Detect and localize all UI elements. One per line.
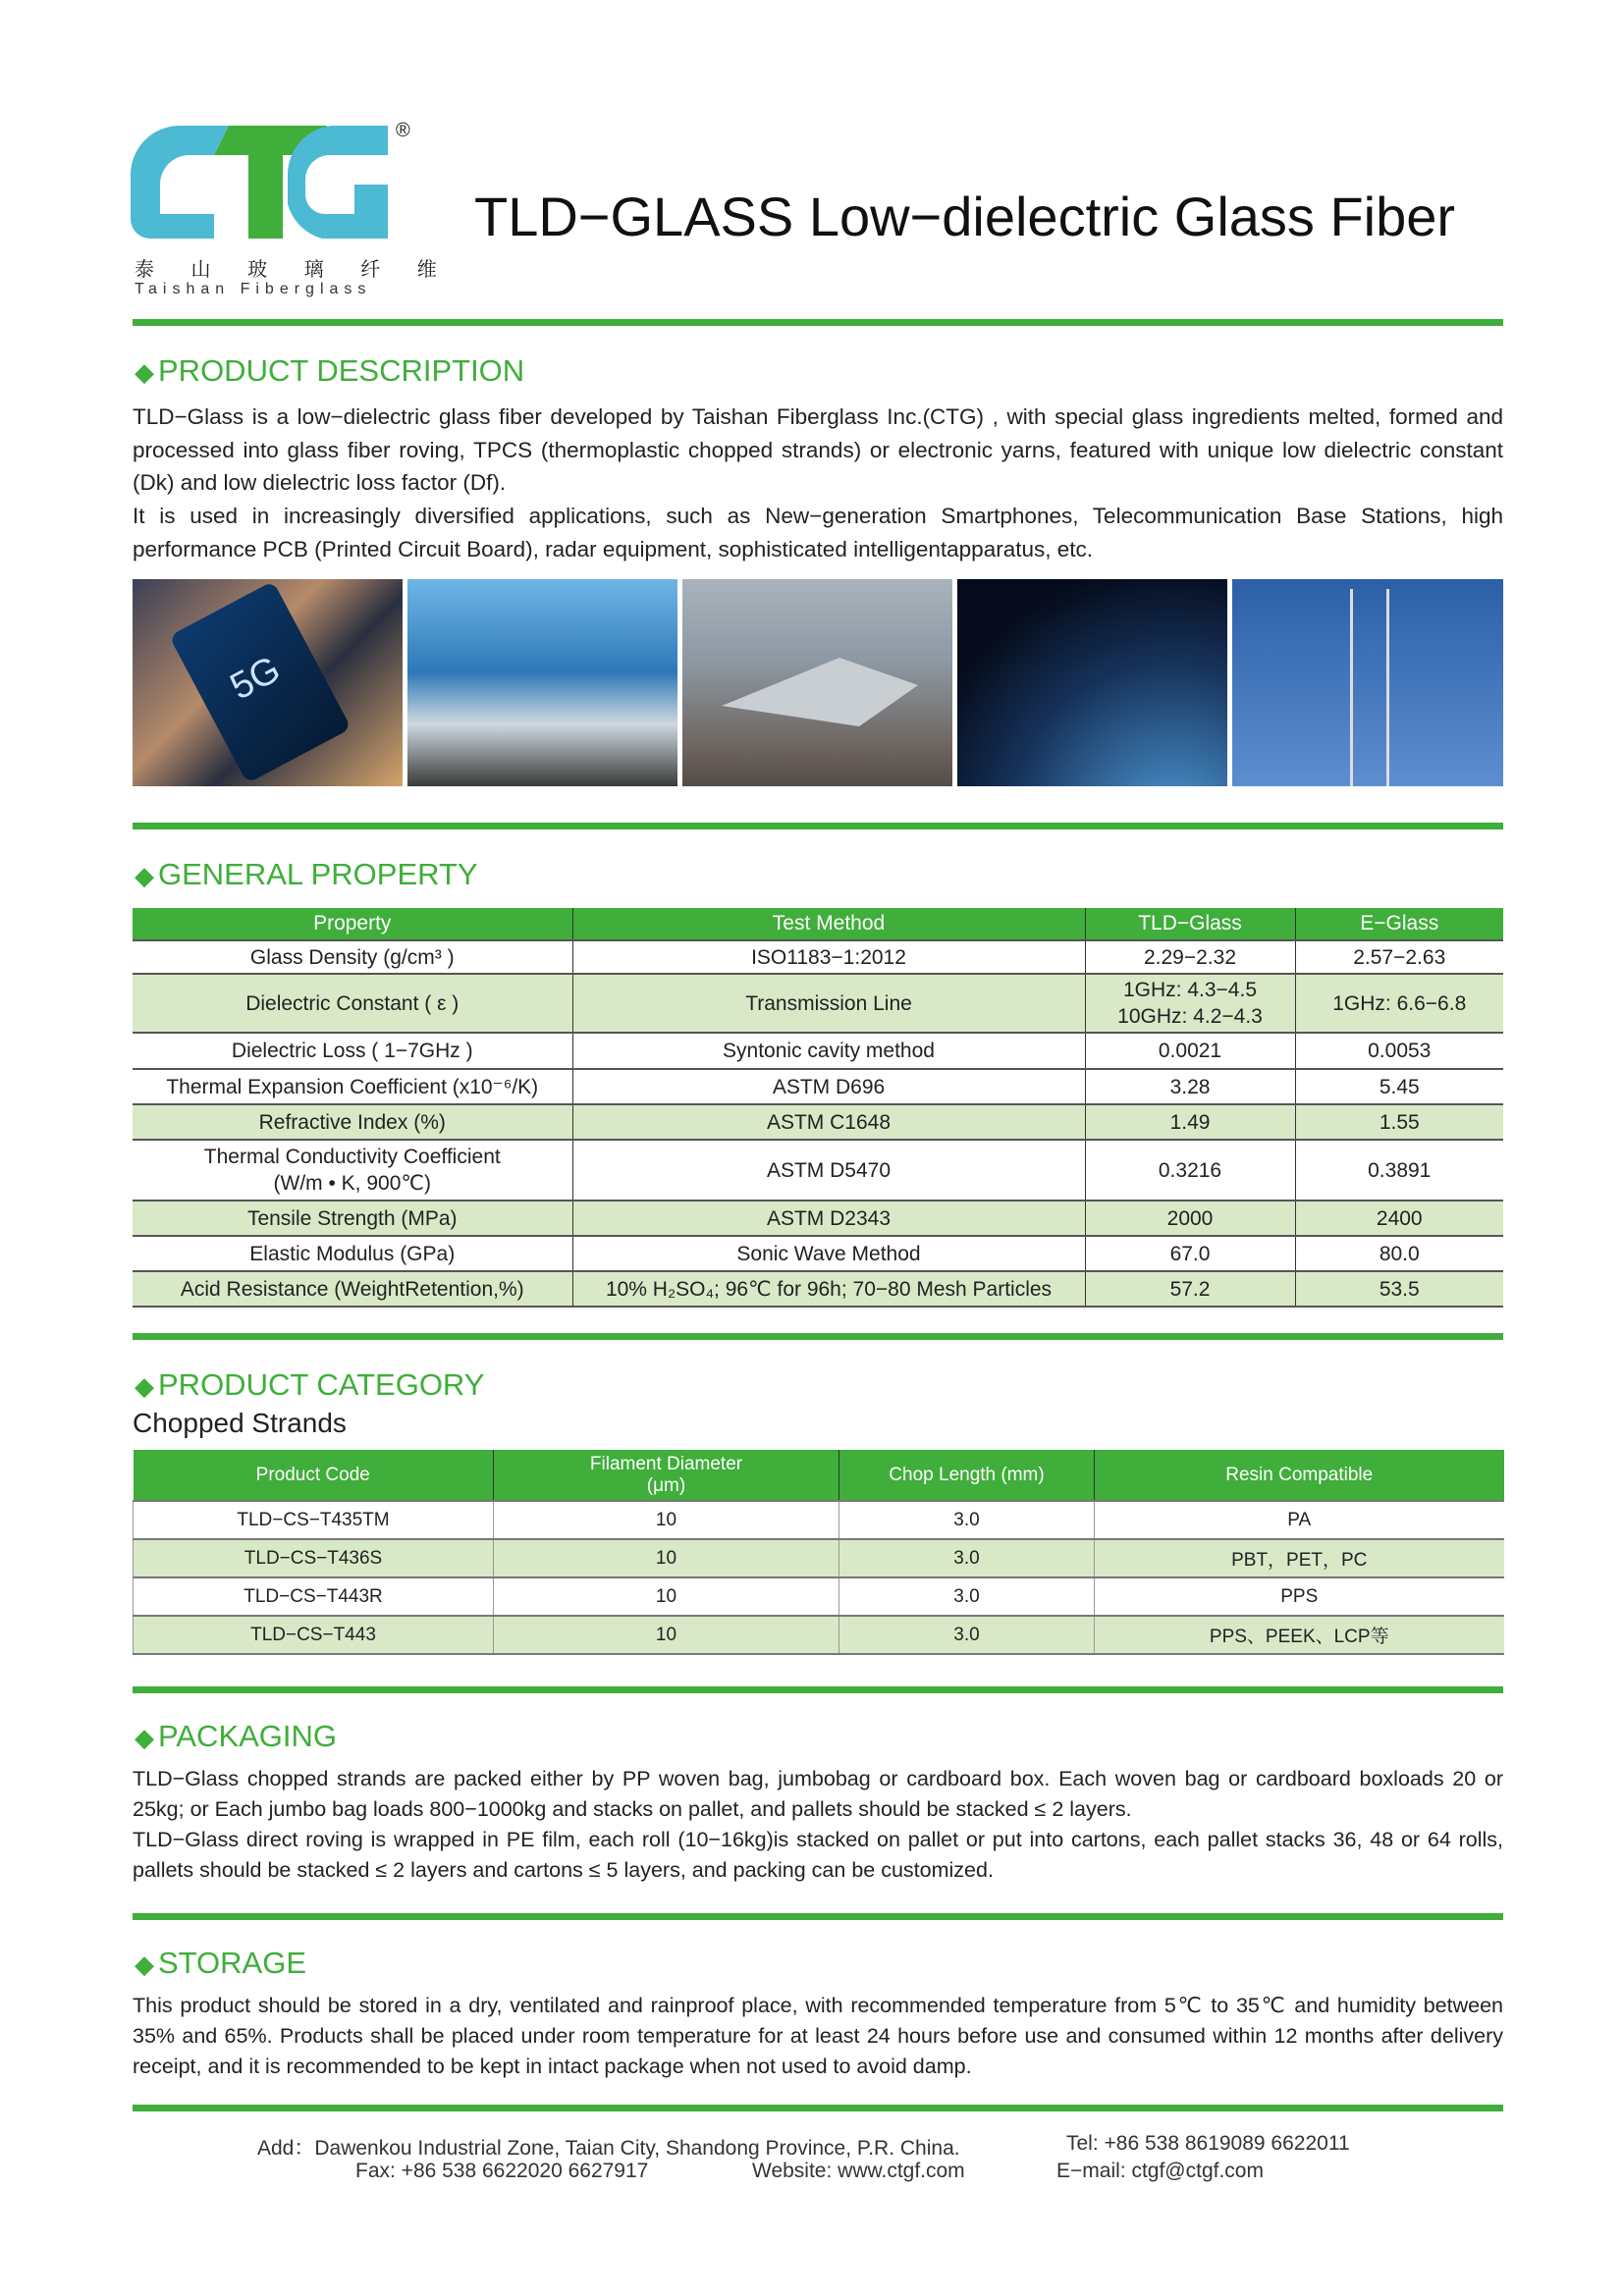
packaging-paragraph-2: TLD−Glass direct roving is wrapped in PE film, each roll (10−16kg)is stacked on pallet or put into cartons, each pallet stacks 36, 48 or 64 rolls, pallets should be stacked ≤ 2 layers and cartons ≤ 5 layers, and packing can be customized. [133, 1828, 1503, 1882]
table-cell: 3.0 [839, 1539, 1095, 1577]
table-row [133, 1271, 1503, 1307]
table-row [133, 974, 1503, 1033]
heading-text: PACKAGING [158, 1719, 338, 1753]
section-heading-packaging: ◆ PACKAGING [135, 1719, 338, 1753]
table-cell: ASTM D2343 [572, 1201, 1085, 1236]
heading-text: GENERAL PROPERTY [158, 857, 478, 891]
table-cell: PA [1095, 1501, 1504, 1539]
ctg-logo-mark [131, 126, 406, 243]
table-cell: 1GHz: 4.3−4.5 10GHz: 4.2−4.3 [1085, 974, 1295, 1033]
table-row [134, 1577, 1504, 1616]
table-row [133, 1033, 1503, 1069]
table-cell: 2000 [1085, 1201, 1295, 1236]
table-cell: ASTM D5470 [572, 1140, 1085, 1201]
page-title: TLD−GLASS Low−dielectric Glass Fiber [474, 186, 1456, 247]
table-cell: 10 [494, 1539, 839, 1577]
section-heading-category: ◆ PRODUCT CATEGORY [135, 1367, 485, 1402]
table-cell: 10% H₂SO₄; 96℃ for 96h; 70−80 Mesh Particles [572, 1271, 1085, 1307]
category-subheading: Chopped Strands [133, 1408, 347, 1438]
table-row [134, 1616, 1504, 1654]
table-cell: PPS、PEEK、LCP等 [1095, 1616, 1504, 1654]
image-smartphone-5g [133, 579, 403, 786]
footer-email[interactable]: E−mail: ctgf@ctgf.com [1056, 2160, 1264, 2182]
footer-tel: Tel: +86 538 8619089 6622011 [1066, 2132, 1350, 2155]
table-cell: 1.49 [1085, 1104, 1295, 1140]
storage-paragraph: This product should be stored in a dry, ventilated and rainproof place, with recommended temperature from 5℃ to 35℃ and humidity between 35% and 65%. Products shall be placed under room temperature for at least 24 hours before use and consumed within 12 months after delivery receipt, and it is recommended to be kept in intact package when not used to avoid damp. [133, 1994, 1503, 2078]
table-cell: 0.3891 [1295, 1140, 1503, 1201]
footer-fax: Fax: +86 538 6622020 6627917 [355, 2160, 649, 2182]
table-row [133, 1140, 1503, 1201]
section-heading-description: ◆ PRODUCT DESCRIPTION [135, 353, 525, 388]
table-cell: 53.5 [1295, 1271, 1503, 1307]
table-cell: 0.3216 [1085, 1140, 1295, 1201]
table-cell: 10 [494, 1616, 839, 1654]
footer-address: Add：Dawenkou Industrial Zone, Taian City, Shandong Province, P.R. China. [257, 2137, 960, 2160]
table-cell: TLD−CS−T436S [134, 1539, 494, 1577]
table-cell: ASTM D696 [572, 1069, 1085, 1104]
table-cell: Sonic Wave Method [572, 1236, 1085, 1271]
heading-text: PRODUCT DESCRIPTION [158, 353, 525, 388]
table-row [134, 1501, 1504, 1539]
column-header: Test Method [572, 908, 1085, 940]
footer-website[interactable]: Website: www.ctgf.com [752, 2160, 965, 2182]
table-cell: TLD−CS−T435TM [134, 1501, 494, 1539]
table-row [133, 1201, 1503, 1236]
table-cell: Acid Resistance (WeightRetention,%) [133, 1271, 572, 1307]
image-telecom-tower [1232, 579, 1503, 786]
column-header: Resin Compatible [1095, 1450, 1504, 1501]
section-heading-storage: ◆ STORAGE [135, 1946, 307, 1980]
description-paragraph-1: TLD−Glass is a low−dielectric glass fiber developed by Taishan Fiberglass Inc.(CTG) , with special glass ingredients melted, formed and processed into glass fiber roving, TPCS (thermoplastic chopped strands) or electronic yarns, featured with unique low dielectric constant (Dk) and low dielectric loss factor (Df). [133, 404, 1503, 495]
table-cell: Tensile Strength (MPa) [133, 1201, 572, 1236]
table-cell: 10 [494, 1577, 839, 1616]
registered-mark: ® [396, 120, 410, 141]
column-header: Property [133, 908, 572, 940]
column-header: TLD−Glass [1085, 908, 1295, 940]
table-cell: PPS [1095, 1577, 1504, 1616]
divider [133, 2105, 1503, 2111]
table-cell: 80.0 [1295, 1236, 1503, 1271]
table-cell: 2400 [1295, 1201, 1503, 1236]
table-cell: TLD−CS−T443R [134, 1577, 494, 1616]
table-cell: 1GHz: 6.6−6.8 [1295, 974, 1503, 1033]
table-cell: 3.0 [839, 1616, 1095, 1654]
product-category-table [133, 1450, 1504, 1655]
table-cell: ISO1183−1:2012 [572, 940, 1085, 974]
table-cell: Syntonic cavity method [572, 1033, 1085, 1069]
divider [133, 1686, 1503, 1693]
description-paragraph-2: It is used in increasingly diversified applications, such as New−generation Smartphones, Telecommunication Base Stations, high performance PCB (Printed Circuit Board), radar equipment, sophisticated intelligentapparatus, etc. [133, 504, 1503, 561]
column-header: Filament Diameter (μm) [494, 1450, 839, 1501]
column-header: Chop Length (mm) [839, 1450, 1095, 1501]
table-cell: 0.0021 [1085, 1033, 1295, 1069]
table-row [133, 1236, 1503, 1271]
table-cell: 2.57−2.63 [1295, 940, 1503, 974]
table-cell: 10 [494, 1501, 839, 1539]
table-cell: 57.2 [1085, 1271, 1295, 1307]
table-row [133, 1069, 1503, 1104]
column-header: E−Glass [1295, 908, 1503, 940]
table-row [133, 940, 1503, 974]
table-cell: TLD−CS−T443 [134, 1616, 494, 1654]
table-cell: Dielectric Loss ( 1−7GHz ) [231, 1040, 473, 1062]
table-cell: Refractive Index (%) [133, 1104, 572, 1140]
table-cell: 2.29−2.32 [1085, 940, 1295, 974]
image-car-interior [407, 579, 677, 786]
logo [131, 120, 453, 302]
table-cell: Transmission Line [572, 974, 1085, 1033]
table-cell: Glass Density (g/cm³ ) [249, 945, 455, 969]
table-cell: Dielectric Constant ( ε ) [133, 974, 572, 1033]
divider [133, 823, 1503, 829]
5g-text: 5G [223, 648, 288, 709]
table-cell: PBT，PET，PC [1095, 1539, 1504, 1577]
table-cell: Thermal Expansion Coefficient (x10⁻⁶/K) [166, 1075, 539, 1098]
table-row [134, 1539, 1504, 1577]
heading-text: PRODUCT CATEGORY [158, 1367, 485, 1402]
table-row [133, 1104, 1503, 1140]
divider [133, 1333, 1503, 1340]
table-cell: ASTM C1648 [572, 1104, 1085, 1140]
column-header: Product Code [134, 1450, 494, 1501]
table-cell: 5.45 [1295, 1069, 1503, 1104]
table-cell: 0.0053 [1295, 1033, 1503, 1069]
table-cell: 3.28 [1085, 1069, 1295, 1104]
packaging-paragraph-1: TLD−Glass chopped strands are packed either by PP woven bag, jumbobag or cardboard box. Each woven bag or cardboard boxloads 20 or 25kg; or Each jumbo bag loads 800−1000kg and stacks on pallet, and pallets should be stacked ≤ 2 layers. [133, 1767, 1503, 1821]
table-cell: 3.0 [839, 1577, 1095, 1616]
logo-english: Taishan Fiberglass [135, 281, 372, 297]
table-cell: Thermal Conductivity Coefficient (W/m • K, 900℃) [203, 1146, 501, 1195]
table-cell: 1.55 [1295, 1104, 1503, 1140]
general-property-table [133, 908, 1503, 1308]
heading-text: STORAGE [158, 1946, 307, 1980]
section-heading-general: ◆ GENERAL PROPERTY [135, 857, 478, 891]
divider [133, 1913, 1503, 1920]
logo-chinese: 泰 山 玻 璃 纤 维 [135, 259, 453, 281]
table-cell: 3.0 [839, 1501, 1095, 1539]
table-cell: 67.0 [1085, 1236, 1295, 1271]
image-fighter-jet [682, 579, 952, 786]
divider [133, 319, 1503, 326]
table-cell: Elastic Modulus (GPa) [249, 1242, 456, 1265]
image-satellite [957, 579, 1227, 786]
